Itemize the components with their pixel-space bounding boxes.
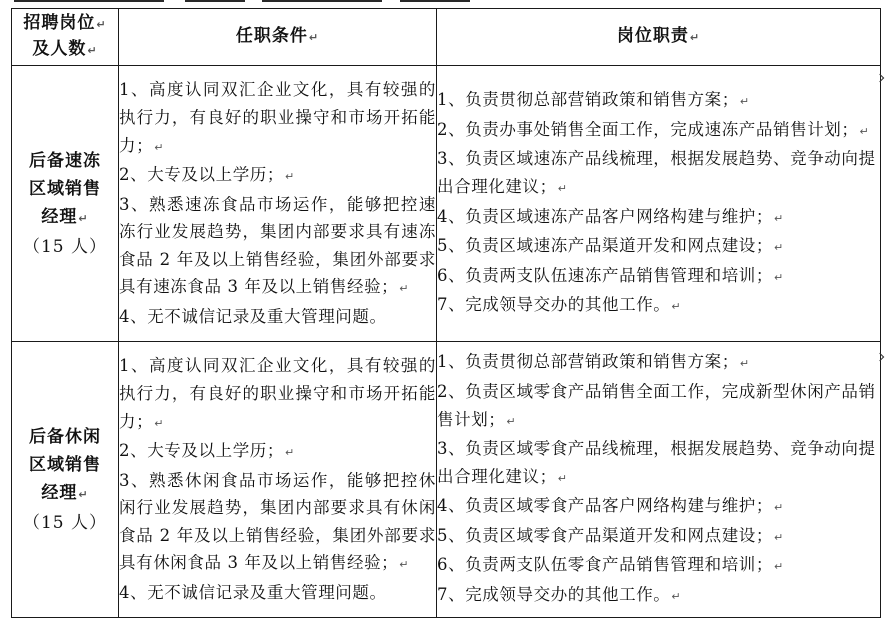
header-conditions-cell: 任职条件↵ [119,9,437,66]
position-title-line: 经理↵ [41,482,89,503]
table-header-row [12,9,881,66]
header-duties-cell: 岗位职责↵ [437,9,881,66]
condition-item: 2、大专及以上学历；↵ [119,165,295,185]
position-headcount: （15 人） [22,512,108,533]
duty-item: 5、负责区域零食产品渠道开发和网点建设；↵ [437,525,784,545]
duty-item: 2、负责办事处销售全面工作，完成速冻产品销售计划；↵ [437,119,870,139]
position-title-line: 后备速冻 [29,150,101,171]
position-cell [12,66,119,342]
duty-item: 2、负责区域零食产品销售全面工作，完成新型休闲产品销售计划；↵ [437,381,876,429]
condition-item: 4、无不诚信记录及重大管理问题。 [119,307,387,327]
position-title-line: 区域销售 [29,178,101,199]
duty-item: 7、完成领导交办的其他工作。↵ [437,295,682,315]
header-position-cell [12,9,119,66]
duty-item: 4、负责区域速冻产品客户网络构建与维护；↵ [437,206,784,226]
duty-item: 1、负责贯彻总部营销政策和销售方案；↵ [437,90,750,110]
position-cell [12,342,119,618]
header-conditions-label: 任职条件 [235,26,308,46]
header-position-label-line1: 招聘岗位↵ [23,13,107,33]
duty-item: 7、完成领导交办的其他工作。↵ [437,585,682,605]
position-title-line: 经理↵ [41,206,89,227]
duties-cell [437,342,881,618]
duty-item: 6、负责两支队伍速冻产品销售管理和培训；↵ [437,265,784,285]
duty-item: 3、负责区域零食产品线梳理，根据发展趋势、竞争动向提出合理化建议；↵ [437,439,876,486]
position-title-line: 后备休闲 [29,426,101,447]
position-title-line: 区域销售 [29,454,101,475]
duty-item: 4、负责区域零食产品客户网络构建与维护；↵ [437,496,784,516]
duty-item: 6、负责两支队伍零食产品销售管理和培训；↵ [437,555,784,575]
condition-item: 1、高度认同双汇企业文化，具有较强的执行力，有良好的职业操守和市场开拓能力；↵ [119,356,436,431]
condition-item: 2、大专及以上学历；↵ [119,441,295,461]
job-posting-table [11,8,881,618]
table-row [12,342,881,618]
position-headcount: （15 人） [22,236,108,257]
condition-item: 3、熟悉速冻食品市场运作，能够把控速冻行业发展趋势，集团内部要求具有速冻食品 2 年及以上销售经验，集团外部要求具有速冻食品 3 年及以上销售经验；↵ [119,194,436,297]
header-duties-label: 岗位职责 [616,26,689,46]
duty-item: 1、负责贯彻总部营销政策和销售方案；↵ [437,352,750,372]
duties-cell [437,66,881,342]
cropped-top-text-fragment [0,0,887,8]
conditions-cell [119,342,437,618]
conditions-cell [119,66,437,342]
condition-item: 4、无不诚信记录及重大管理问题。 [119,583,387,603]
condition-item: 1、高度认同双汇企业文化，具有较强的执行力，有良好的职业操守和市场开拓能力；↵ [119,80,436,155]
duty-item: 5、负责区域速冻产品渠道开发和网点建设；↵ [437,236,784,256]
condition-item: 3、熟悉休闲食品市场运作，能够把控休闲行业发展趋势，集团内部要求具有休闲食品 2 年及以上销售经验，集团外部要求具有休闲食品 3 年及以上销售经验；↵ [119,470,436,573]
table-row [12,66,881,342]
duty-item: 3、负责区域速冻产品线梳理，根据发展趋势、竞争动向提出合理化建议；↵ [437,149,876,196]
header-position-label-line2: 及人数↵ [32,39,98,59]
